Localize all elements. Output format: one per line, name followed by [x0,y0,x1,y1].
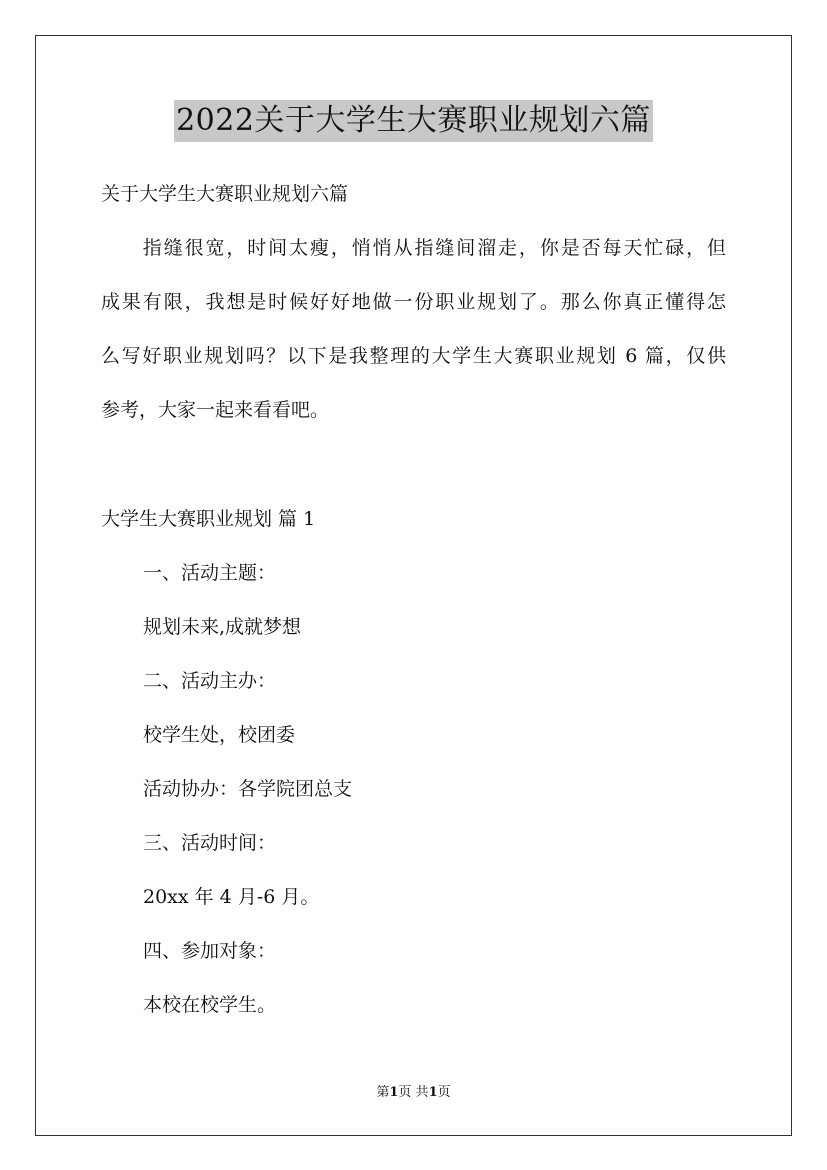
document-title: 2022关于大学生大赛职业规划六篇 [174,100,653,142]
footer-prefix: 第 [376,1085,390,1100]
item-theme-heading: 一、活动主题： [143,562,277,584]
footer-mid: 页 共 [398,1085,429,1100]
item-host-heading: 二、活动主办： [143,670,277,692]
intro-line-1: 指缝很宽，时间太瘦，悄悄从指缝间溜走，你是否每天忙碌，但 [101,237,726,259]
footer-suffix: 页 [437,1085,451,1100]
footer-total-pages: 1 [428,1085,438,1100]
intro-line-2: 成果有限，我想是时候好好地做一份职业规划了。那么你真正懂得怎 [101,291,726,313]
intro-line-4: 参考，大家一起来看看吧。 [101,399,330,421]
footer-page-number: 1 [389,1085,399,1100]
section-heading: 大学生大赛职业规划 篇 1 [101,508,316,530]
title-wrap [0,100,827,142]
page-footer [0,1084,827,1102]
item-time-heading: 三、活动时间： [143,832,277,854]
item-host-value: 校学生处，校团委 [143,724,296,746]
subtitle: 关于大学生大赛职业规划六篇 [101,183,349,205]
item-cohost: 活动协办：各学院团总支 [143,778,353,800]
intro-line-3: 么写好职业规划吗？以下是我整理的大学生大赛职业规划 6 篇，仅供 [101,345,726,367]
item-participants-heading: 四、参加对象： [143,940,277,962]
item-time-value: 20xx 年 4 月-6 月。 [143,886,320,908]
item-participants-value: 本校在校学生。 [143,994,277,1016]
item-theme-value: 规划未来,成就梦想 [143,616,302,638]
